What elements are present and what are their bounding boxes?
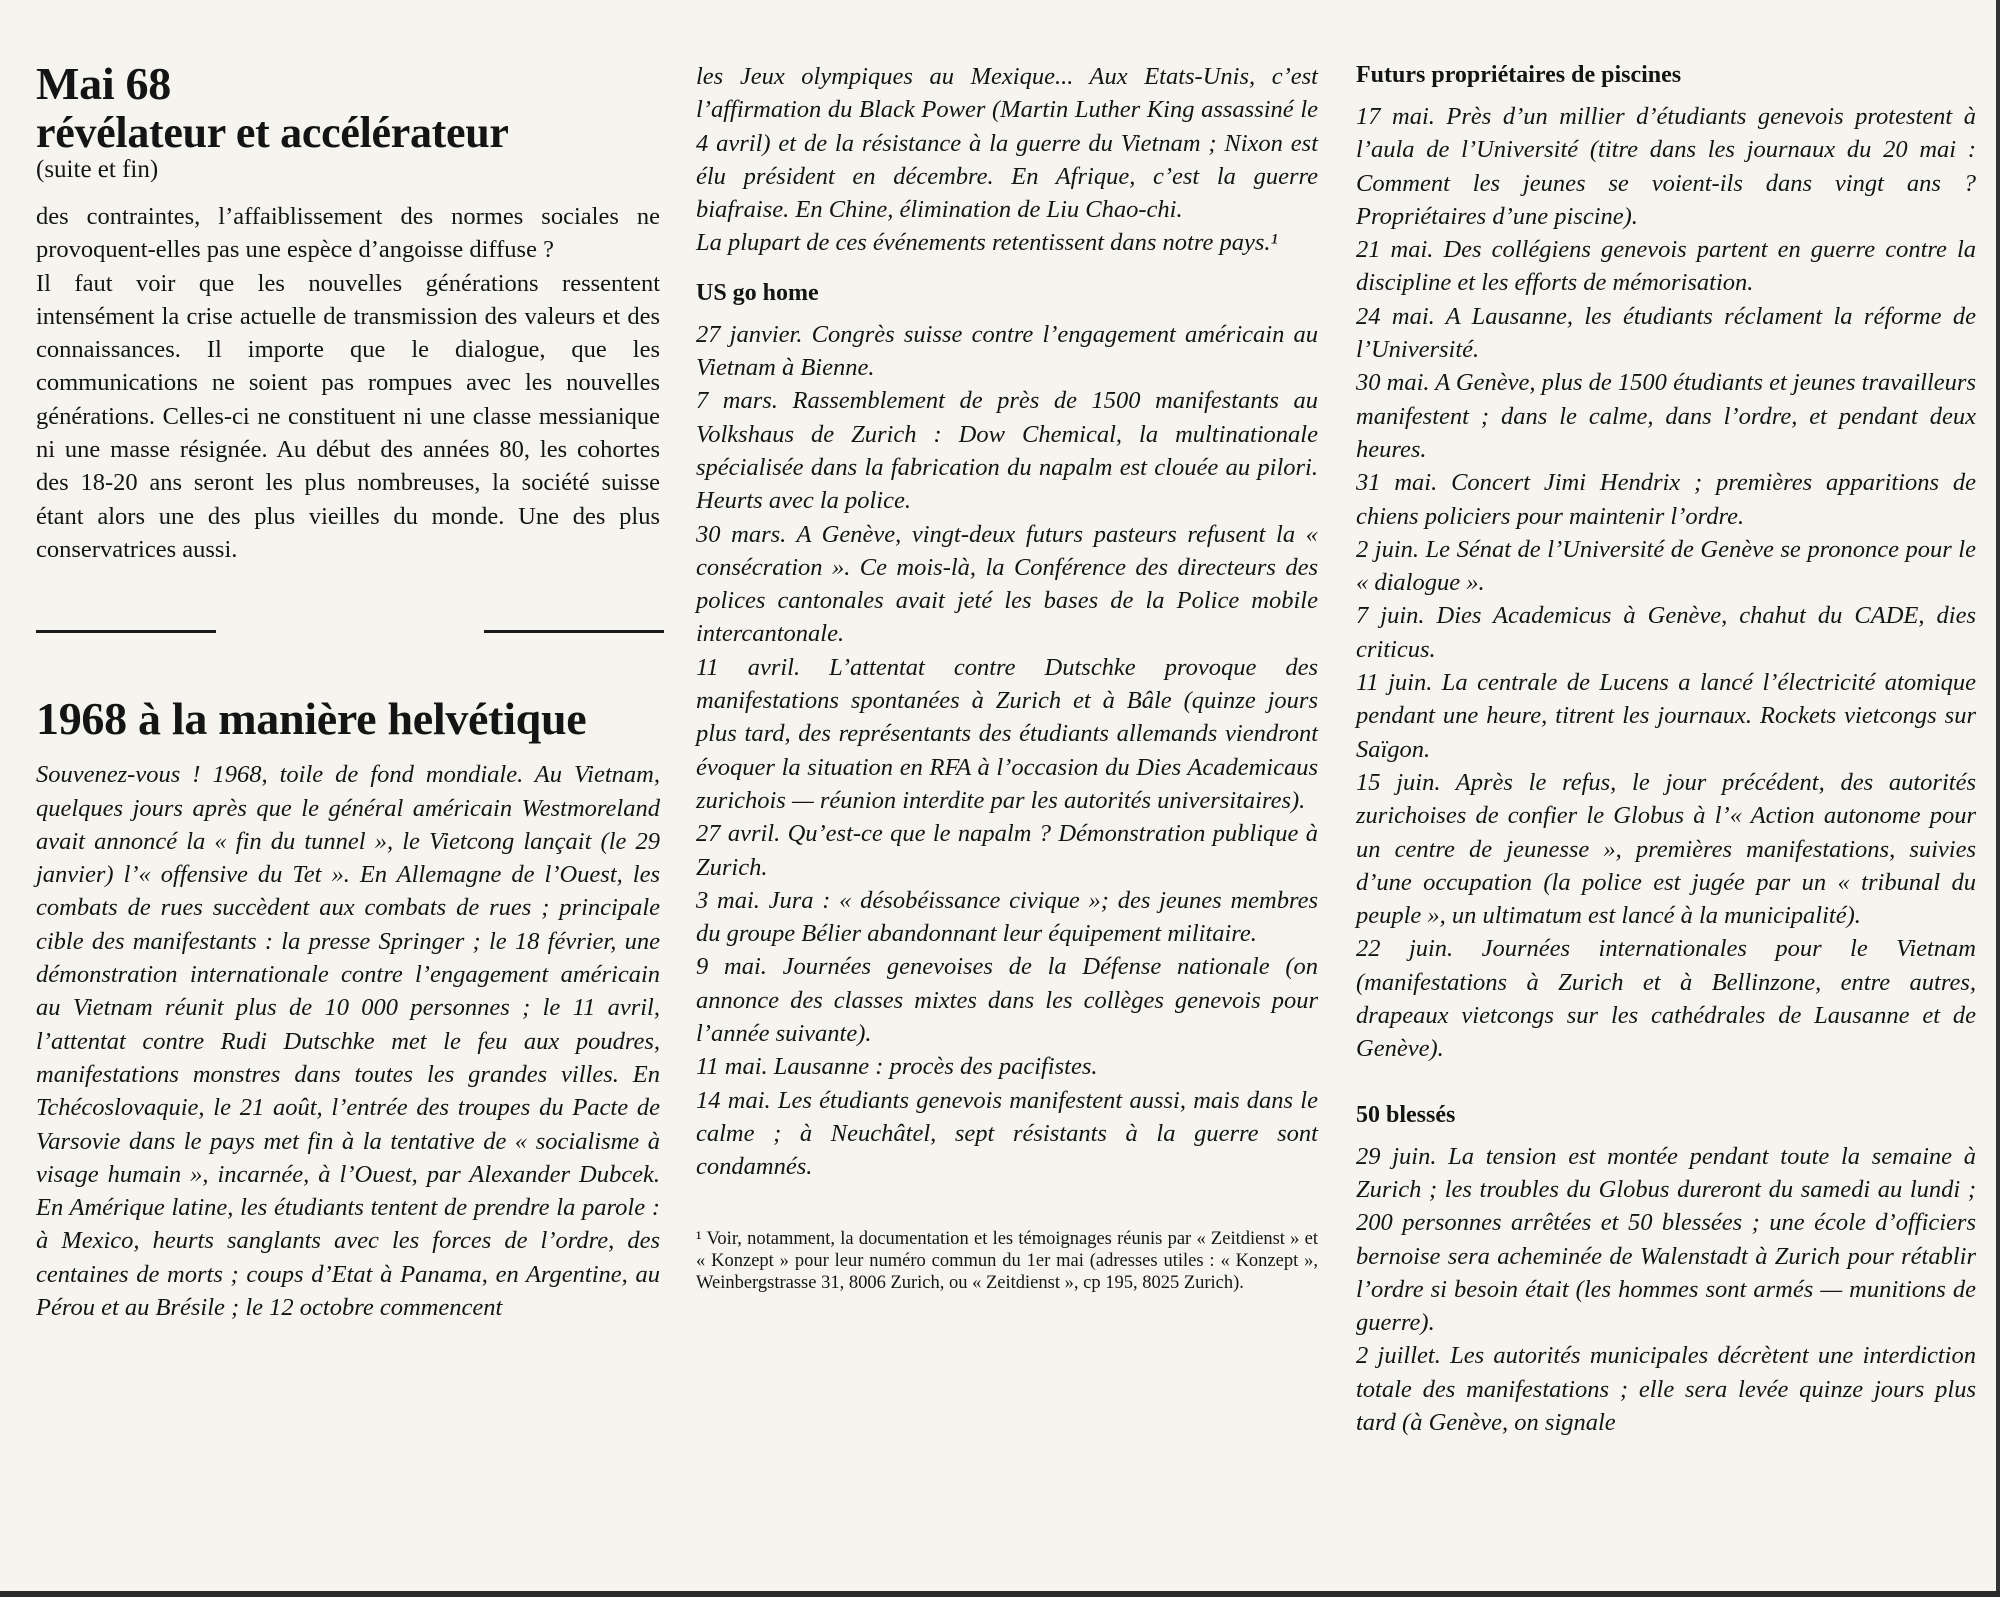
paragraph: les Jeux olympiques au Mexique... Aux Etats-Unis, c’est l’affirmation du Black Power (Martin Luther King assassiné le 4 avril) et de la résistance à la guerre du Vietnam ; Nixon est élu président en décembre. En Afrique, c’est la guerre biafraise. En Chine, élimination de Liu Chao-chi.: [696, 63, 1318, 224]
chronology-entry: 21 mai. Des collégiens genevois partent en guerre contre la discipline et les efforts de mémorisation.: [1356, 236, 1976, 297]
chronology-entry: 14 mai. Les étudiants genevois manifestent aussi, mais dans le calme ; à Neuchâtel, sept résistants à la guerre sont condamnés.: [696, 1086, 1318, 1181]
chronology-list: [696, 318, 1318, 1184]
chronology-entry: 2 juin. Le Sénat de l’Université de Genève se prononce pour le « dialogue ».: [1356, 535, 1976, 597]
chronology-entry: 9 mai. Journées genevoises de la Défense nationale (on annonce des classes mixtes dans les collèges genevois pour l’année suivante).: [696, 953, 1318, 1048]
chronology-entry: 2 juillet. Les autorités municipales décrètent une interdiction totale des manifestations ; elle sera levée quinze jours plus tard (à Genève, on signale: [1356, 1342, 1976, 1436]
column-2: [696, 60, 1318, 1312]
section-heading-50-blesses: 50 blessés: [1356, 1101, 1456, 1128]
footnote: ¹ Voir, notamment, la documentation et les témoignages réunis par « Zeitdienst » et « Konzept » pour leur numéro commun du 1er mai (adresses utiles : « Konzept », Weinbergstrasse 31, 8006 Zurich, ou « Zeitdienst », cp 195, 8025 Zurich).: [696, 1228, 1318, 1293]
section-divider: [36, 594, 660, 694]
chronology-entry: 27 janvier. Congrès suisse contre l’engagement américain au Vietnam à Bienne.: [696, 320, 1318, 382]
chronology-entry: 7 mars. Rassemblement de près de 1500 manifestants au Volkshaus de Zurich : Dow Chemical, la multinationale spécialisée dans la fabrication du napalm est clouée au pilori. Heurts avec la police.: [696, 387, 1318, 515]
chronology-entry: 3 mai. Jura : « désobéissance civique »; des jeunes membres du groupe Bélier abandonnant leur équipement militaire.: [696, 886, 1318, 948]
chronology-entry: 7 juin. Dies Academicus à Genève, chahut du CADE, dies criticus.: [1356, 602, 1976, 663]
chronology-entry: 11 avril. L’attentat contre Dutschke provoque des manifestations spontanées à Zurich et à Bâle (quinze jours plus tard, des représentants des étudiants allemands viendront évoquer la situation en RFA à l’occasion du Dies Academicaus zurichois — réunion interdite par les autorités universitaires).: [696, 653, 1318, 814]
chronology-entry: 17 mai. Près d’un millier d’étudiants genevois protestent à l’aula de l’Université (titre dans les journaux du 20 mai : Comment les jeunes se voient-ils dans vingt ans ? Propriétaires d’une piscine).: [1356, 103, 1976, 230]
title-line-2: révélateur et accélérateur: [36, 108, 509, 157]
paragraph-1968: Souvenez-vous ! 1968, toile de fond mondiale. Au Vietnam, quelques jours après que le général américain Westmoreland avait annoncé la « fin du tunnel », le Vietcong lançait (le 29 janvier) l’« offensive du Tet ». En Allemagne de l’Ouest, les combats de rues succèdent aux combats de rues ; principale cible des manifestants : la presse Springer ; le 18 février, une démonstration internationale contre l’engagement américain au Vietnam réunit plus de 10 000 personnes ; le 11 avril, l’attentat contre Rudi Dutschke met le feu aux poudres, manifestations monstres dans toutes les grandes villes. En Tchécoslovaquie, le 21 août, l’entrée des troupes du Pacte de Varsovie dans le pays met fin à la tentative de « socialisme à visage humain », incarnée, à l’Ouest, par Alexander Dubcek. En Amérique latine, les étudiants tentent de prendre la parole : à Mexico, heurts sanglants avec les forces de l’ordre, des centaines de morts ; coups d’Etat à Panama, en Argentine, au Pérou et au Brésile ; le 12 octobre commencent: [36, 761, 660, 1322]
article-title: [36, 60, 660, 156]
paragraph: Il faut voir que les nouvelles générations ressentent intensément la crise actuelle de transmission des valeurs et des connaissances. Il importe que le dialogue, que les communications ne soient pas rompues avec les nouvelles générations. Celles-ci ne constituent ni une classe messianique ni une masse résignée. Au début des années 80, les cohortes des 18-20 ans seront les plus nombreuses, la société suisse étant alors une des plus vieilles du monde. Une des plus conservatrices aussi.: [36, 269, 660, 563]
chronology-entry: 31 mai. Concert Jimi Hendrix ; premières apparitions de chiens policiers pour maintenir l’ordre.: [1356, 469, 1976, 530]
chronology-entry: 24 mai. A Lausanne, les étudiants réclament la réforme de l’Université.: [1356, 302, 1976, 364]
section-heading-1968: 1968 à la manière helvétique: [36, 693, 587, 745]
page-bottom-edge: [0, 1591, 2000, 1597]
chronology-entry: 30 mars. A Genève, vingt-deux futurs pasteurs refusent la « consécration ». Ce mois-là, la Conférence des directeurs des polices cantonales avait jeté les bases de la Police mobile intercantonale.: [696, 520, 1318, 648]
chronology-entry: 11 juin. La centrale de Lucens a lancé l’électricité atomique pendant une heure, titrent les journaux. Rockets vietcongs sur Saïgon.: [1356, 669, 1976, 763]
paragraph: des contraintes, l’affaiblissement des normes sociales ne provoquent-elles pas une espèce d’angoisse diffuse ?: [36, 203, 660, 264]
chronology-entry: 22 juin. Journées internationales pour le Vietnam (manifestations à Zurich et à Bellinzone, entre autres, drapeaux vietcongs sur les cathédrales de Lausanne et de Genève).: [1356, 935, 1976, 1063]
chronology-list: [1356, 100, 1976, 1066]
chronology-entry: 15 juin. Après le refus, le jour précédent, des autorités zurichoises de confier le Globus à l’« Action autonome pour un centre de jeunesse », premières manifestations, suivies d’une occupation (la police est jugée par un « tribunal du peuple », un ultimatum est lancé à la municipalité).: [1356, 768, 1976, 930]
page-edge: [1996, 0, 2000, 1597]
chronology-entry: 27 avril. Qu’est-ce que le napalm ? Démonstration publique à Zurich.: [696, 820, 1318, 881]
paragraph: La plupart de ces événements retentissent dans notre pays.¹: [696, 229, 1278, 257]
column-1: [36, 60, 660, 1324]
chronology-entry: 11 mai. Lausanne : procès des pacifistes.: [696, 1053, 1098, 1081]
column-3: [1356, 60, 1976, 1439]
section-heading-us-go-home: US go home: [696, 279, 819, 306]
title-line-1: Mai 68: [36, 58, 171, 109]
article-subtitle: (suite et fin): [36, 156, 159, 183]
divider-rule-left: [36, 630, 216, 633]
section-heading-futurs-proprietaires: Futurs propriétaires de piscines: [1356, 62, 1682, 88]
chronology-entry: 29 juin. La tension est montée pendant toute la semaine à Zurich ; les troubles du Globus dureront du samedi au lundi ; 200 personnes arrêtées et 50 blessées ; une école d’officiers bernoise sera acheminée de Walenstadt à Zurich pour rétablir l’ordre si besoin était (les hommes sont armés — munitions de guerre).: [1356, 1142, 1976, 1337]
chronology-entry: 30 mai. A Genève, plus de 1500 étudiants et jeunes travailleurs manifestent ; dans le calme, dans l’ordre, et pendant deux heures.: [1356, 369, 1976, 463]
divider-rule-right: [484, 630, 664, 633]
chronology-list: [1356, 1140, 1976, 1440]
